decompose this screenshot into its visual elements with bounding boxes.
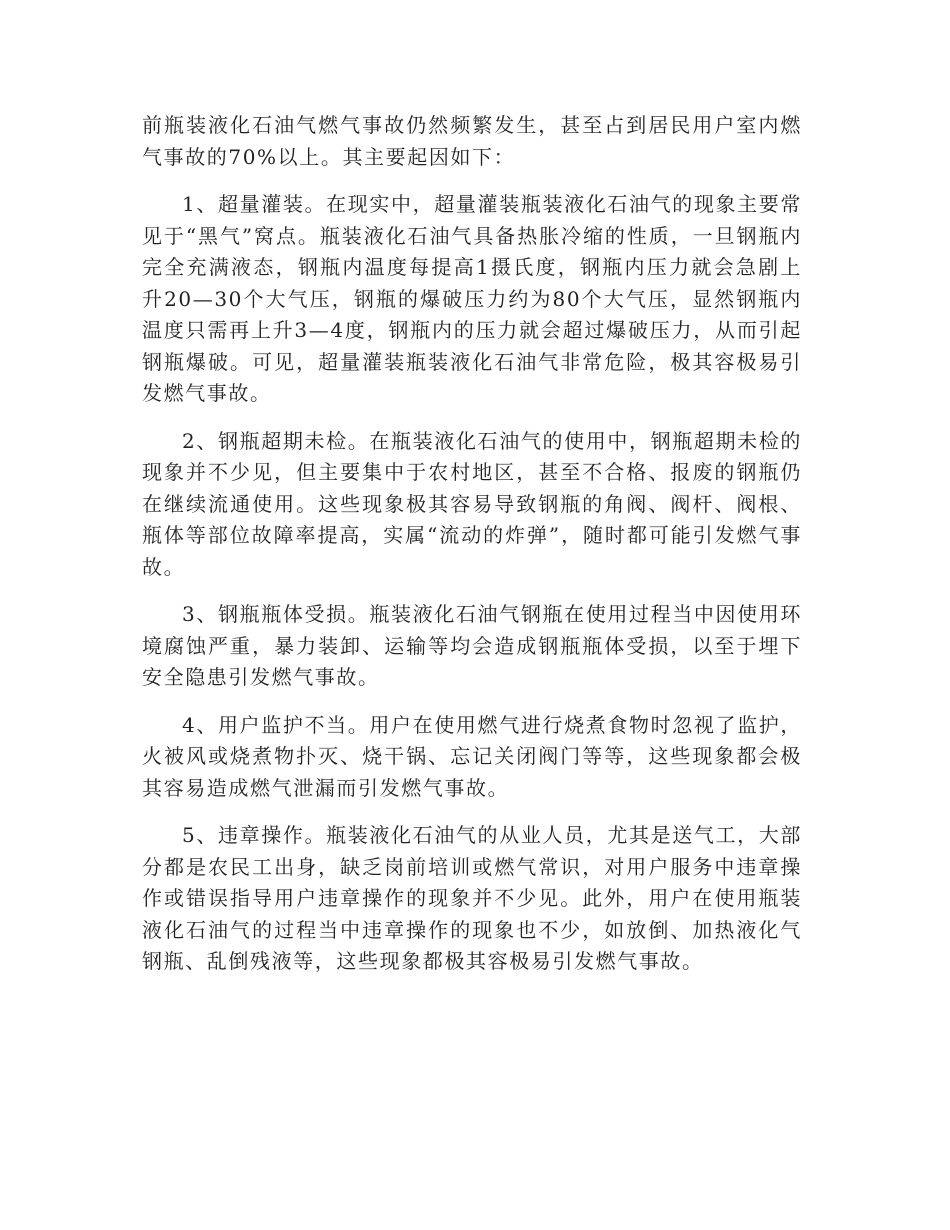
paragraph-cause-4: 4、用户监护不当。用户在使用燃气进行烧煮食物时忽视了监护，火被风或烧煮物扑灭、烧干锅、忘记关闭阀门等等，这些现象都会极其容易造成燃气泄漏而引发燃气事故。 [142, 712, 802, 800]
paragraph-cause-1: 1、超量灌装。在现实中，超量灌装瓶装液化石油气的现象主要常见于“黑气”窝点。瓶装液化石油气具备热胀冷缩的性质，一旦钢瓶内完全充满液态，钢瓶内温度每提高1摄氏度，钢瓶内压力就会急剧上升20—30个大气压，钢瓶的爆破压力约为80个大气压，显然钢瓶内温度只需再上升3—4度，钢瓶内的压力就会超过爆破压力，从而引起钢瓶爆破。可见，超量灌装瓶装液化石油气非常危险，极其容极易引发燃气事故。 [142, 192, 802, 405]
paragraph-intro: 前瓶装液化石油气燃气事故仍然频繁发生，甚至占到居民用户室内燃气事故的70%以上。其主要起因如下： [142, 113, 802, 169]
document-page [142, 110, 802, 978]
paragraph-cause-5: 5、违章操作。瓶装液化石油气的从业人员，尤其是送气工，大部分都是农民工出身，缺乏岗前培训或燃气常识，对用户服务中违章操作或错误指导用户违章操作的现象并不少见。此外，用户在使用瓶装液化石油气的过程当中违章操作的现象也不少，如放倒、加热液化气钢瓶、乱倒残液等，这些现象都极其容极易引发燃气事故。 [142, 823, 802, 973]
paragraph-cause-2: 2、钢瓶超期未检。在瓶装液化石油气的使用中，钢瓶超期未检的现象并不少见，但主要集中于农村地区，甚至不合格、报废的钢瓶仍在继续流通使用。这些现象极其容易导致钢瓶的角阀、阀杆、阀根、瓶体等部位故障率提高，实属“流动的炸弹”，随时都可能引发燃气事故。 [142, 428, 802, 579]
paragraph-cause-3: 3、钢瓶瓶体受损。瓶装液化石油气钢瓶在使用过程当中因使用环境腐蚀严重，暴力装卸、运输等均会造成钢瓶瓶体受损，以至于埋下安全隐患引发燃气事故。 [142, 602, 802, 689]
